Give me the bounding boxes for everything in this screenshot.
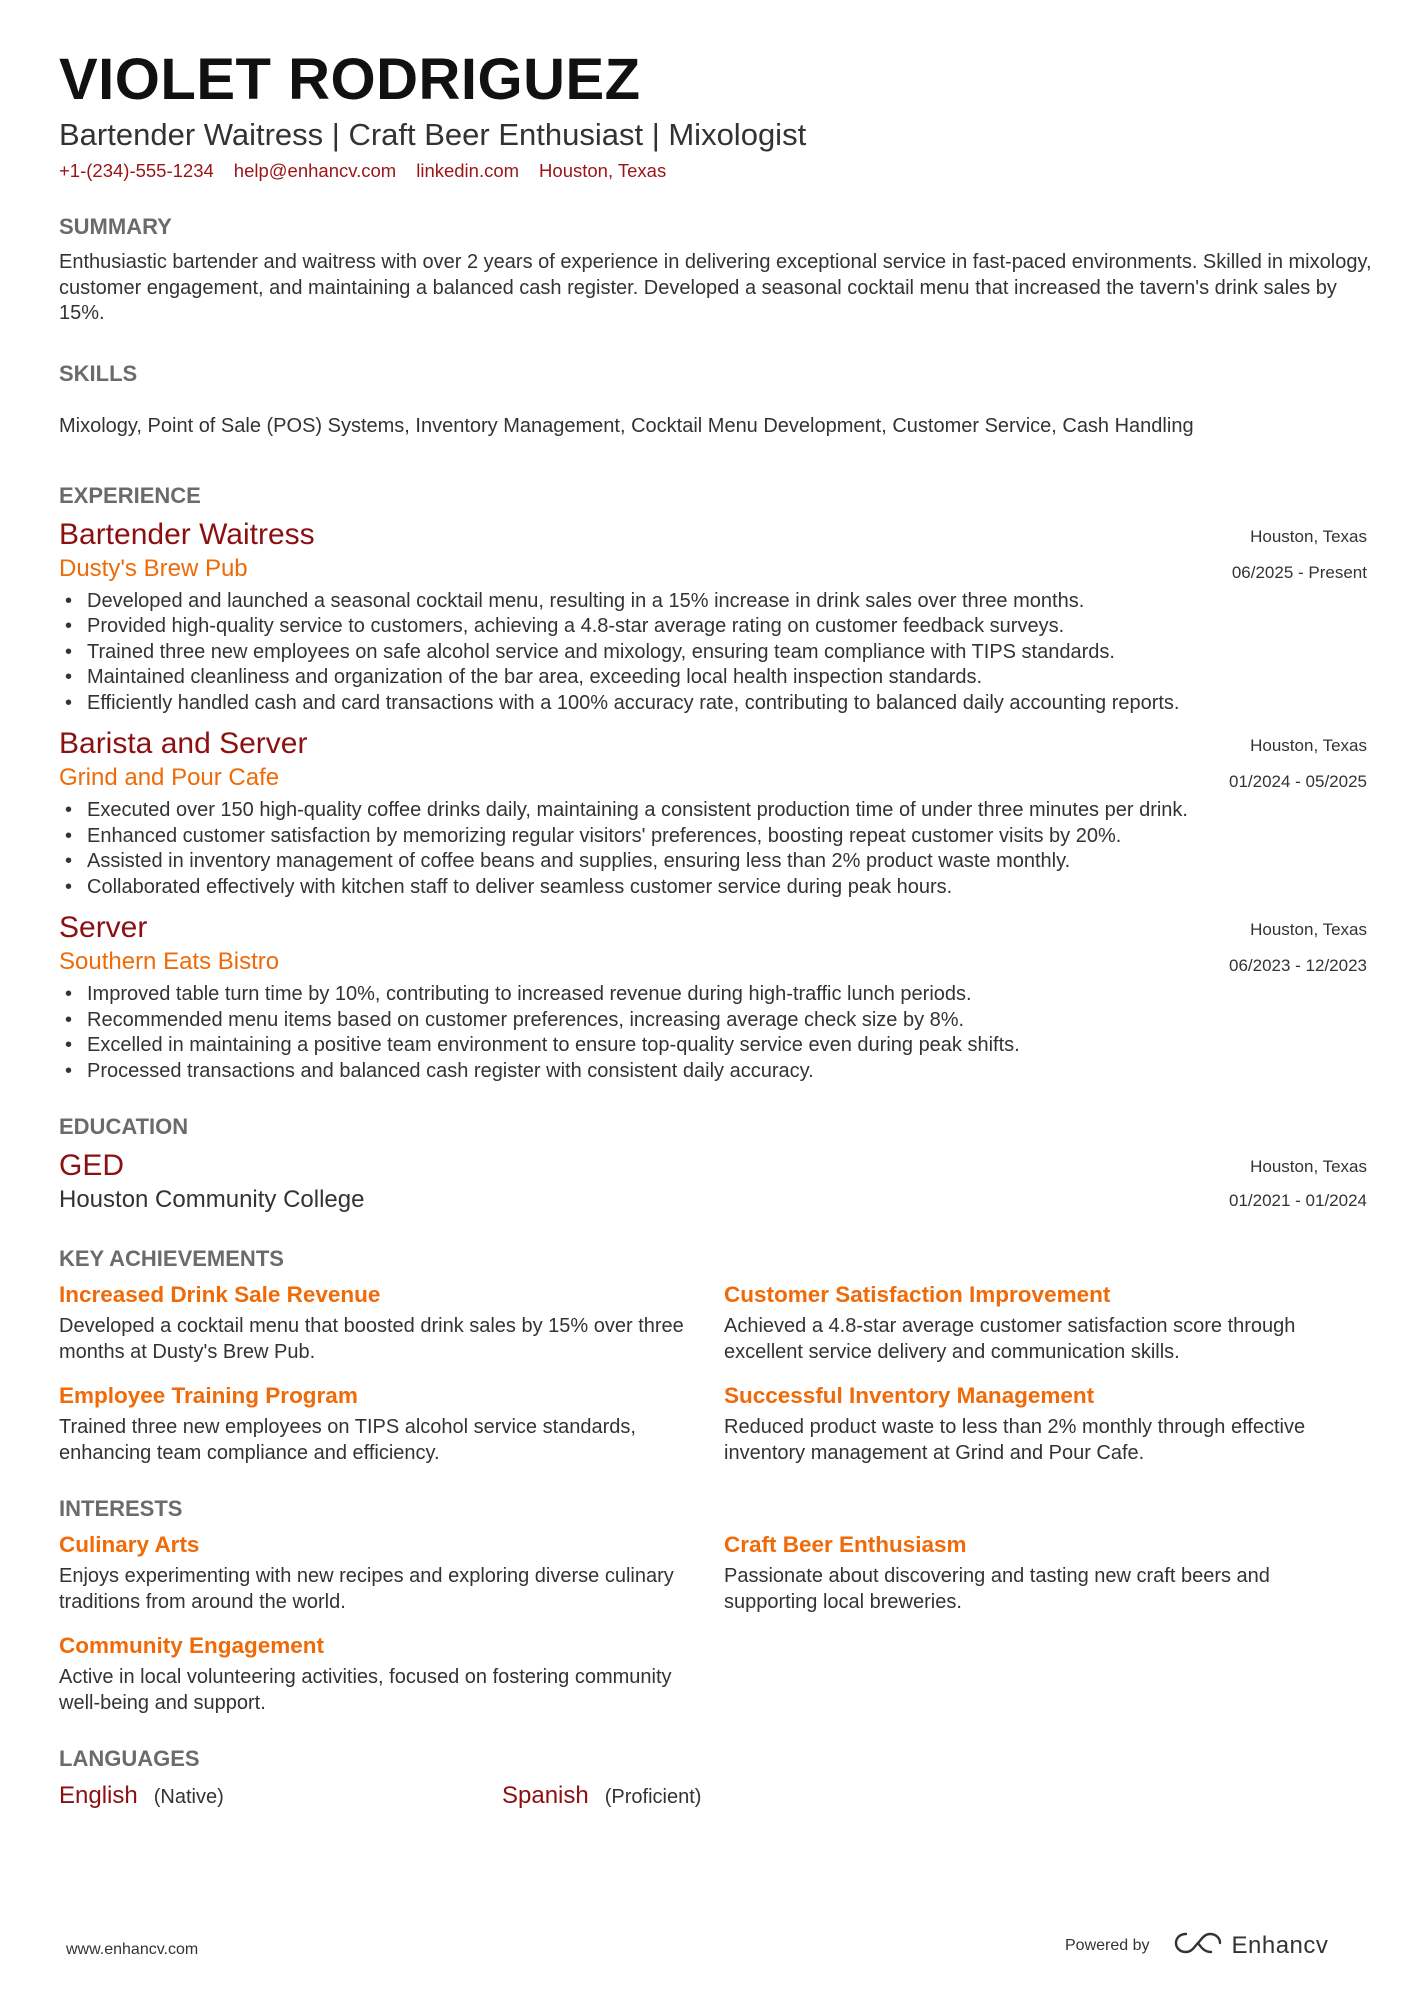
email-link[interactable]: help@enhancv.com — [233, 160, 397, 181]
achievement-title: Successful Inventory Management — [724, 1383, 1095, 1408]
language-item — [502, 1782, 945, 1810]
powered-by-label: Powered by — [1065, 1936, 1150, 1954]
interest-desc: Active in local volunteering activities, focused on fostering community well-being and support. — [59, 1666, 672, 1714]
education-entry — [59, 1148, 1367, 1216]
interest-title: Community Engagement — [59, 1633, 325, 1658]
job-entry — [59, 726, 1367, 900]
education-location: Houston, Texas — [1250, 1157, 1367, 1176]
bullet-item: • Developed and launched a seasonal cocktail menu, resulting in a 15% increase in drink sales over three months. — [65, 589, 1085, 612]
achievements-grid — [59, 1280, 1359, 1466]
section-title-education: EDUCATION — [59, 1114, 189, 1139]
section-title-achievements: KEY ACHIEVEMENTS — [59, 1246, 284, 1271]
section-title-interests: INTERESTS — [59, 1496, 183, 1521]
job-location: Houston, Texas — [1250, 526, 1367, 546]
interest-item — [724, 1530, 1364, 1615]
brand-name[interactable]: Enhancv — [1231, 1931, 1329, 1959]
bullet-item: • Enhanced customer satisfaction by memorizing regular visitors' preferences, boosting repeat customer visits by 20%. — [65, 824, 1122, 847]
job-location: Houston, Texas — [1250, 736, 1367, 755]
language-level: (Native) — [153, 1786, 224, 1808]
interest-title: Culinary Arts — [59, 1532, 200, 1557]
achievement-desc: Trained three new employees on TIPS alcohol service standards, enhancing team compliance and efficiency. — [59, 1416, 636, 1464]
job-dates: 01/2024 - 05/2025 — [1228, 772, 1367, 791]
bullet-item: • Recommended menu items based on customer preferences, increasing average check size by 8%. — [65, 1008, 965, 1031]
bullet-item: • Efficiently handled cash and card transactions with a 100% accuracy rate, contributing to balanced daily accounting reports. — [65, 691, 1180, 714]
job-dates: 06/2023 - 12/2023 — [1228, 956, 1367, 975]
language-item — [59, 1782, 502, 1810]
job-bullets — [59, 589, 1359, 717]
section-title-skills: SKILLS — [59, 360, 138, 386]
candidate-name: VIOLET RODRIGUEZ — [59, 47, 641, 112]
education-degree: GED — [59, 1149, 125, 1182]
bullet-item: • Collaborated effectively with kitchen staff to deliver seamless customer service during peak hours. — [65, 875, 953, 898]
bullet-item: • Excelled in maintaining a positive team environment to ensure top-quality service even during peak shifts. — [65, 1034, 1020, 1056]
job-meta — [1229, 728, 1367, 800]
location-text: Houston, Texas — [539, 160, 667, 181]
job-entry — [59, 517, 1367, 717]
linkedin-link[interactable]: linkedin.com — [416, 160, 520, 181]
summary-text: Enthusiastic bartender and waitress with over 2 years of experience in delivering exceptional service in fast-paced environments. Skilled in mixology, customer engagement, and maintaining a balanced cash register. Developed a seasonal cocktail menu that increased the tavern's drink sales by 15%. — [59, 251, 1372, 324]
interest-desc: Passionate about discovering and tasting new craft beers and supporting local breweries. — [724, 1565, 1270, 1613]
bullet-item: • Provided high-quality service to customers, achieving a 4.8-star average rating on customer feedback surveys. — [65, 615, 1065, 637]
section-title-summary: SUMMARY — [59, 214, 172, 239]
achievement-item — [59, 1280, 724, 1365]
job-title: Barista and Server — [59, 727, 308, 760]
bullet-item: • Assisted in inventory management of coffee beans and supplies, ensuring less than 2% product waste monthly. — [65, 850, 1071, 872]
interest-item — [59, 1530, 724, 1615]
achievement-item — [59, 1381, 724, 1466]
job-bullets — [59, 798, 1359, 900]
resume-page — [59, 46, 1372, 1810]
achievement-title: Employee Training Program — [59, 1383, 358, 1408]
languages-row — [59, 1782, 1359, 1810]
achievement-desc: Achieved a 4.8-star average customer satisfaction score through excellent service delivery and communication skills. — [724, 1315, 1296, 1363]
job-company: Grind and Pour Cafe — [59, 764, 280, 791]
interest-title: Craft Beer Enthusiasm — [724, 1532, 967, 1557]
achievement-title: Customer Satisfaction Improvement — [724, 1282, 1111, 1307]
language-name: English — [59, 1782, 138, 1809]
phone-link[interactable]: +1-(234)-555-1234 — [59, 160, 214, 181]
job-meta — [1229, 912, 1367, 984]
enhancv-logo-icon — [1174, 1930, 1222, 1961]
job-title: Bartender Waitress — [59, 517, 315, 551]
job-bullets — [59, 982, 1359, 1084]
language-level: (Proficient) — [604, 1786, 702, 1808]
achievement-desc: Reduced product waste to less than 2% monthly through effective inventory management at Grind and Pour Cafe. — [724, 1416, 1306, 1464]
footer-branding — [1065, 1930, 1328, 1961]
education-school: Houston Community College — [59, 1186, 365, 1213]
contact-row — [59, 160, 1359, 182]
language-name: Spanish — [502, 1782, 589, 1809]
education-meta — [1229, 1150, 1367, 1218]
footer-website-link[interactable]: www.enhancv.com — [66, 1941, 199, 1958]
job-company: Dusty's Brew Pub — [59, 554, 248, 582]
achievement-desc: Developed a cocktail menu that boosted drink sales by 15% over three months at Dusty's Brew Pub. — [59, 1315, 684, 1363]
job-dates: 06/2025 - Present — [1231, 562, 1367, 582]
bullet-item: • Maintained cleanliness and organization of the bar area, exceeding local health inspection standards. — [65, 666, 983, 688]
achievement-item — [724, 1280, 1364, 1365]
job-location: Houston, Texas — [1250, 920, 1367, 939]
achievement-title: Increased Drink Sale Revenue — [59, 1282, 381, 1307]
headline: Bartender Waitress | Craft Beer Enthusiast | Mixologist — [59, 117, 807, 152]
job-meta — [1232, 519, 1367, 591]
job-company: Southern Eats Bistro — [59, 948, 280, 975]
bullet-item: • Processed transactions and balanced cash register with consistent daily accuracy. — [65, 1059, 814, 1082]
bullet-item: • Improved table turn time by 10%, contributing to increased revenue during high-traffic lunch periods. — [65, 983, 972, 1005]
bullet-item: • Executed over 150 high-quality coffee drinks daily, maintaining a consistent production time of under three minutes per drink. — [65, 799, 1188, 821]
bullet-item: • Trained three new employees on safe alcohol service and mixology, ensuring team compliance with TIPS standards. — [65, 640, 1115, 663]
job-entry — [59, 910, 1367, 1084]
job-title: Server — [59, 911, 148, 944]
education-dates: 01/2021 - 01/2024 — [1228, 1191, 1367, 1210]
section-title-languages: LANGUAGES — [59, 1746, 200, 1771]
interest-item — [59, 1631, 724, 1716]
skills-text: Mixology, Point of Sale (POS) Systems, Inventory Management, Cocktail Menu Development, Customer Service, Cash Handling — [59, 414, 1194, 437]
achievement-item — [724, 1381, 1364, 1466]
interests-grid — [59, 1530, 1359, 1716]
section-title-experience: EXPERIENCE — [59, 482, 201, 508]
interest-desc: Enjoys experimenting with new recipes and exploring diverse culinary traditions from around the world. — [59, 1565, 674, 1613]
